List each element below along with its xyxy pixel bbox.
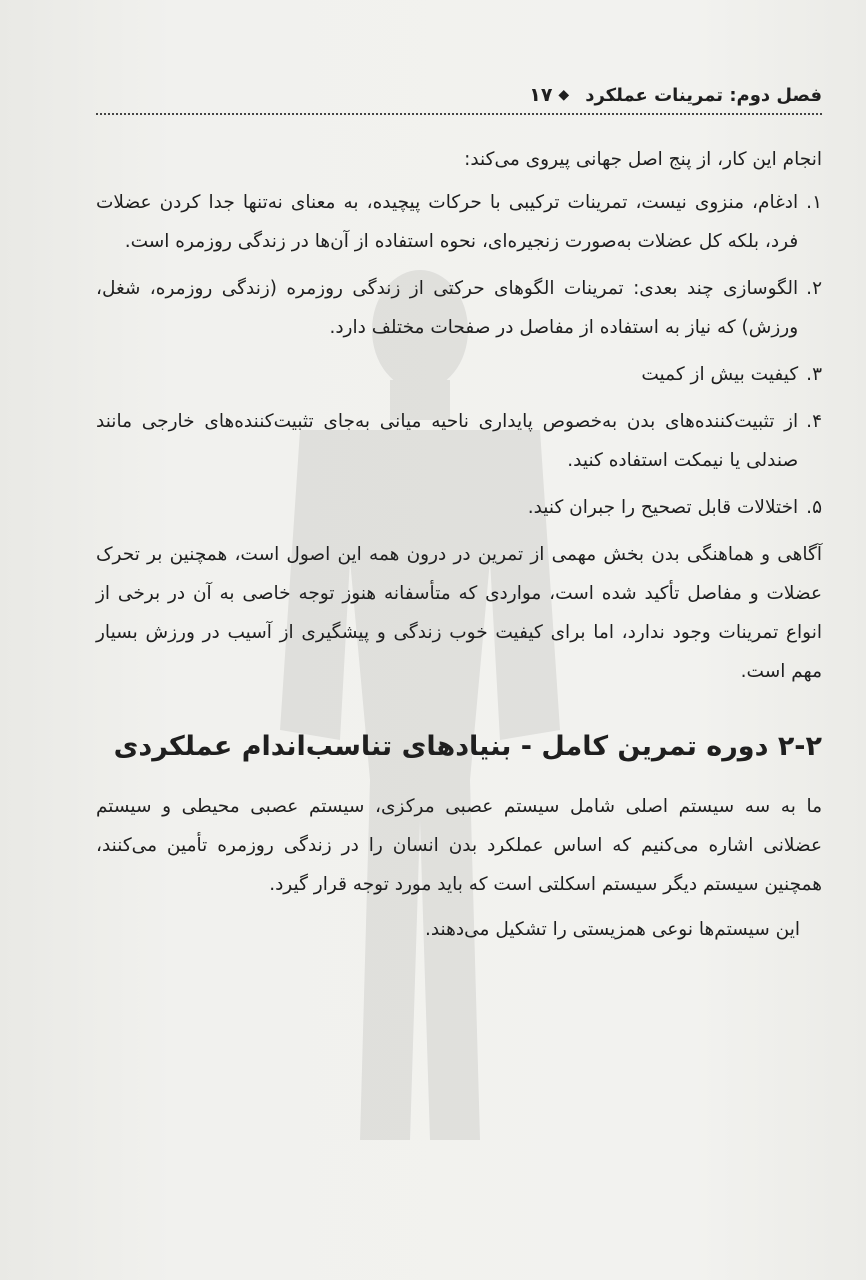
principles-list bbox=[96, 183, 822, 527]
list-item-text: از تثبیت‌کننده‌های بدن به‌خصوص پایداری ناحیه میانی به‌جای تثبیت‌کننده‌های خارجی مانند صندلی یا نیمکت استفاده کنید. bbox=[96, 411, 799, 471]
paragraph-systems: ما به سه سیستم اصلی شامل سیستم عصبی مرکزی، سیستم عصبی محیطی و سیستم عضلانی اشاره می‌کنیم که اساس عملکرد بدن انسان را در زندگی روزمره تأمین می‌کنند، همچنین سیستم دیگر سیستم اسکلتی است که باید مورد توجه قرار گیرد. bbox=[96, 796, 822, 895]
list-item bbox=[96, 269, 822, 347]
list-item-text: کیفیت بیش از کمیت bbox=[641, 364, 799, 385]
list-item-number: ۲. bbox=[806, 278, 822, 299]
list-item-number: ۴. bbox=[806, 411, 822, 432]
list-item-text: ادغام، منزوی نیست، تمرینات ترکیبی با حرکات پیچیده، به معنای نه‌تنها جدا کردن عضلات فرد، بلکه کل عضلات به‌صورت زنجیره‌ای، نحوه استفاده از آن‌ها در زندگی روزمره است. bbox=[96, 192, 799, 252]
list-item-number: ۵. bbox=[806, 497, 822, 518]
list-item bbox=[96, 488, 822, 527]
list-item bbox=[96, 355, 822, 394]
intro-sentence: انجام این کار، از پنج اصل جهانی پیروی می‌کند: bbox=[464, 149, 822, 170]
running-header bbox=[96, 80, 822, 110]
list-item bbox=[96, 183, 822, 261]
paragraph-symbiosis: این سیستم‌ها نوعی همزیستی را تشکیل می‌دهند. bbox=[424, 919, 800, 940]
paragraph-body-awareness: آگاهی و هماهنگی بدن بخش مهمی از تمرین در درون همه این اصول است، همچنین بر تحرک عضلات و مفاصل تأکید شده است، مواردی که متأسفانه هنوز توجه خاصی به آن در برخی از انواع تمرینات وجود ندارد، اما برای کیفیت خوب زندگی و پیشگیری از آسیب در ورزش بسیار مهم است. bbox=[96, 544, 822, 682]
list-item bbox=[96, 402, 822, 480]
section-heading: ۲-۲ دوره تمرین کامل - بنیادهای تناسب‌اندام عملکردی bbox=[113, 731, 822, 762]
list-item-number: ۱. bbox=[806, 192, 822, 213]
chapter-title: فصل دوم: تمرینات عملکرد bbox=[585, 84, 822, 106]
page-body bbox=[96, 140, 822, 949]
page-number: ۱۷ bbox=[529, 84, 553, 106]
list-item-text: الگوسازی چند بعدی: تمرینات الگوهای حرکتی از زندگی روزمره (زندگی روزمره، شغل، ورزش) که نیاز به استفاده از مفاصل در صفحات مختلف دارد. bbox=[96, 278, 799, 338]
header-dotted-rule bbox=[96, 113, 822, 115]
diamond-separator-icon: ◆ bbox=[558, 87, 570, 103]
list-item-text: اختلالات قابل تصحیح را جبران کنید. bbox=[527, 497, 799, 518]
list-item-number: ۳. bbox=[806, 364, 822, 385]
